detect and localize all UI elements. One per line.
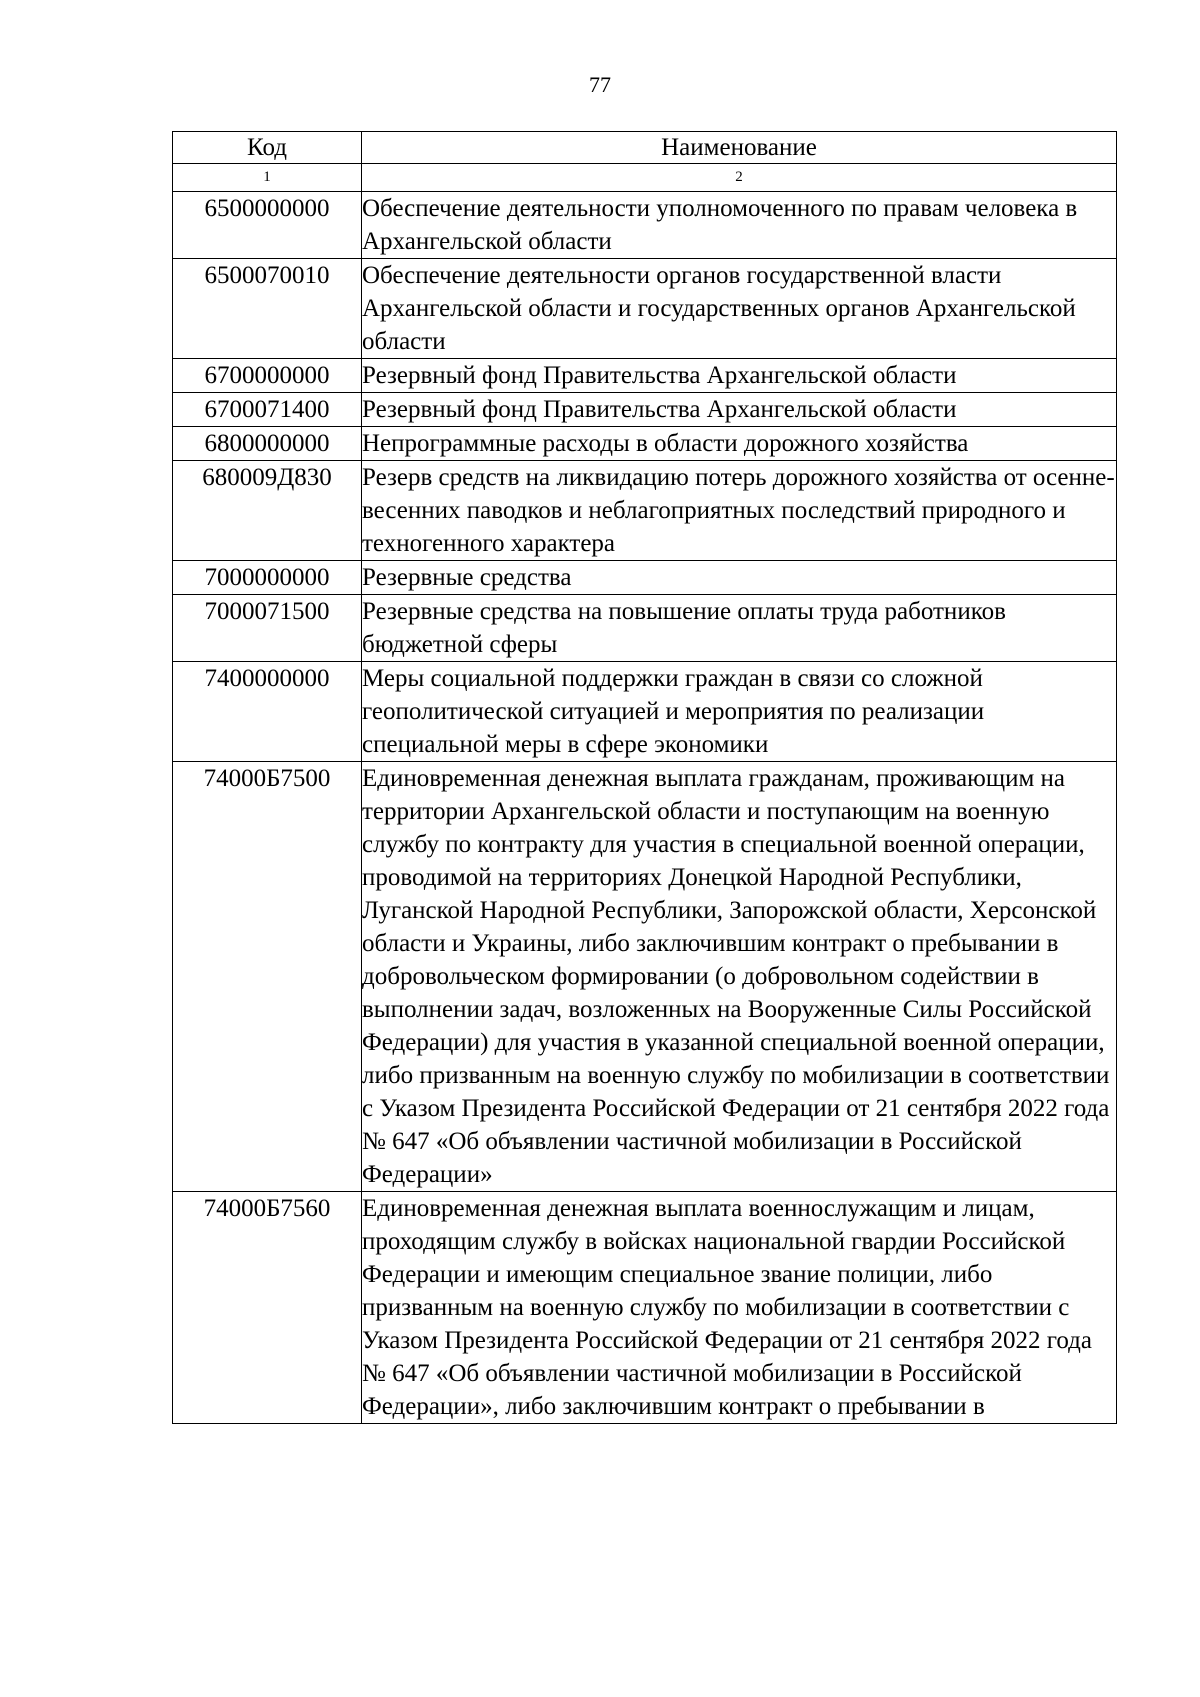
- row-name: Резервный фонд Правительства Архангельской области: [362, 359, 1117, 393]
- row-name: Непрограммные расходы в области дорожного хозяйства: [362, 427, 1117, 461]
- table-row: [173, 662, 1117, 762]
- row-code: 7400000000: [173, 662, 362, 762]
- row-name: Единовременная денежная выплата гражданам, проживающим на территории Архангельской области и поступающим на военную службу по контракту для участия в специальной военной операции, проводимой на территориях Донецкой Народной Республики, Луганской Народной Республики, Запорожской области, Херсонской области и Украины, либо заключившим контракт о пребывании в добровольческом формировании (о добровольном содействии в выполнении задач, возложенных на Вооруженные Силы Российской Федерации) для участия в указанной специальной военной операции, либо призванным на военную службу по мобилизации в соответствии с Указом Президента Российской Федерации от 21 сентября 2022 года № 647 «Об объявлении частичной мобилизации в Российской Федерации»: [362, 762, 1117, 1192]
- row-code: 6700000000: [173, 359, 362, 393]
- row-name: Резерв средств на ликвидацию потерь дорожного хозяйства от осенне-весенних паводков и неблагоприятных последствий природного и техногенного характера: [362, 461, 1117, 561]
- table-row: [173, 259, 1117, 359]
- table-header-row: [173, 132, 1117, 164]
- table-index-row: [173, 164, 1117, 192]
- row-code: 6700071400: [173, 393, 362, 427]
- header-code: Код: [173, 132, 362, 164]
- table-row: [173, 595, 1117, 662]
- page-number: 77: [589, 72, 611, 97]
- row-code: 6800000000: [173, 427, 362, 461]
- index-code: 1: [173, 164, 362, 192]
- row-name: Резервные средства на повышение оплаты труда работников бюджетной сферы: [362, 595, 1117, 662]
- table-row: [173, 393, 1117, 427]
- budget-code-table: [172, 131, 1117, 1424]
- row-code: 6500000000: [173, 192, 362, 259]
- table-row: [173, 359, 1117, 393]
- row-code: 680009Д830: [173, 461, 362, 561]
- row-name: Меры социальной поддержки граждан в связи со сложной геополитической ситуацией и мероприятия по реализации специальной меры в сфере экономики: [362, 662, 1117, 762]
- row-code: 7000071500: [173, 595, 362, 662]
- row-code: 7000000000: [173, 561, 362, 595]
- table-row: [173, 461, 1117, 561]
- table-row: [173, 1192, 1117, 1424]
- header-name: Наименование: [362, 132, 1117, 164]
- row-name: Обеспечение деятельности органов государственной власти Архангельской области и государственных органов Архангельской области: [362, 259, 1117, 359]
- index-name: 2: [362, 164, 1117, 192]
- row-name: Резервный фонд Правительства Архангельской области: [362, 393, 1117, 427]
- table-row: [173, 561, 1117, 595]
- row-name: Обеспечение деятельности уполномоченного по правам человека в Архангельской области: [362, 192, 1117, 259]
- row-name: Единовременная денежная выплата военнослужащим и лицам, проходящим службу в войсках национальной гвардии Российской Федерации и имеющим специальное звание полиции, либо призванным на военную службу по мобилизации в соответствии с Указом Президента Российской Федерации от 21 сентября 2022 года № 647 «Об объявлении частичной мобилизации в Российской Федерации», либо заключившим контракт о пребывании в: [362, 1192, 1117, 1424]
- row-code: 74000Б7500: [173, 762, 362, 1192]
- table-row: [173, 762, 1117, 1192]
- row-name: Резервные средства: [362, 561, 1117, 595]
- table-row: [173, 427, 1117, 461]
- table-row: [173, 192, 1117, 259]
- row-code: 74000Б7560: [173, 1192, 362, 1424]
- row-code: 6500070010: [173, 259, 362, 359]
